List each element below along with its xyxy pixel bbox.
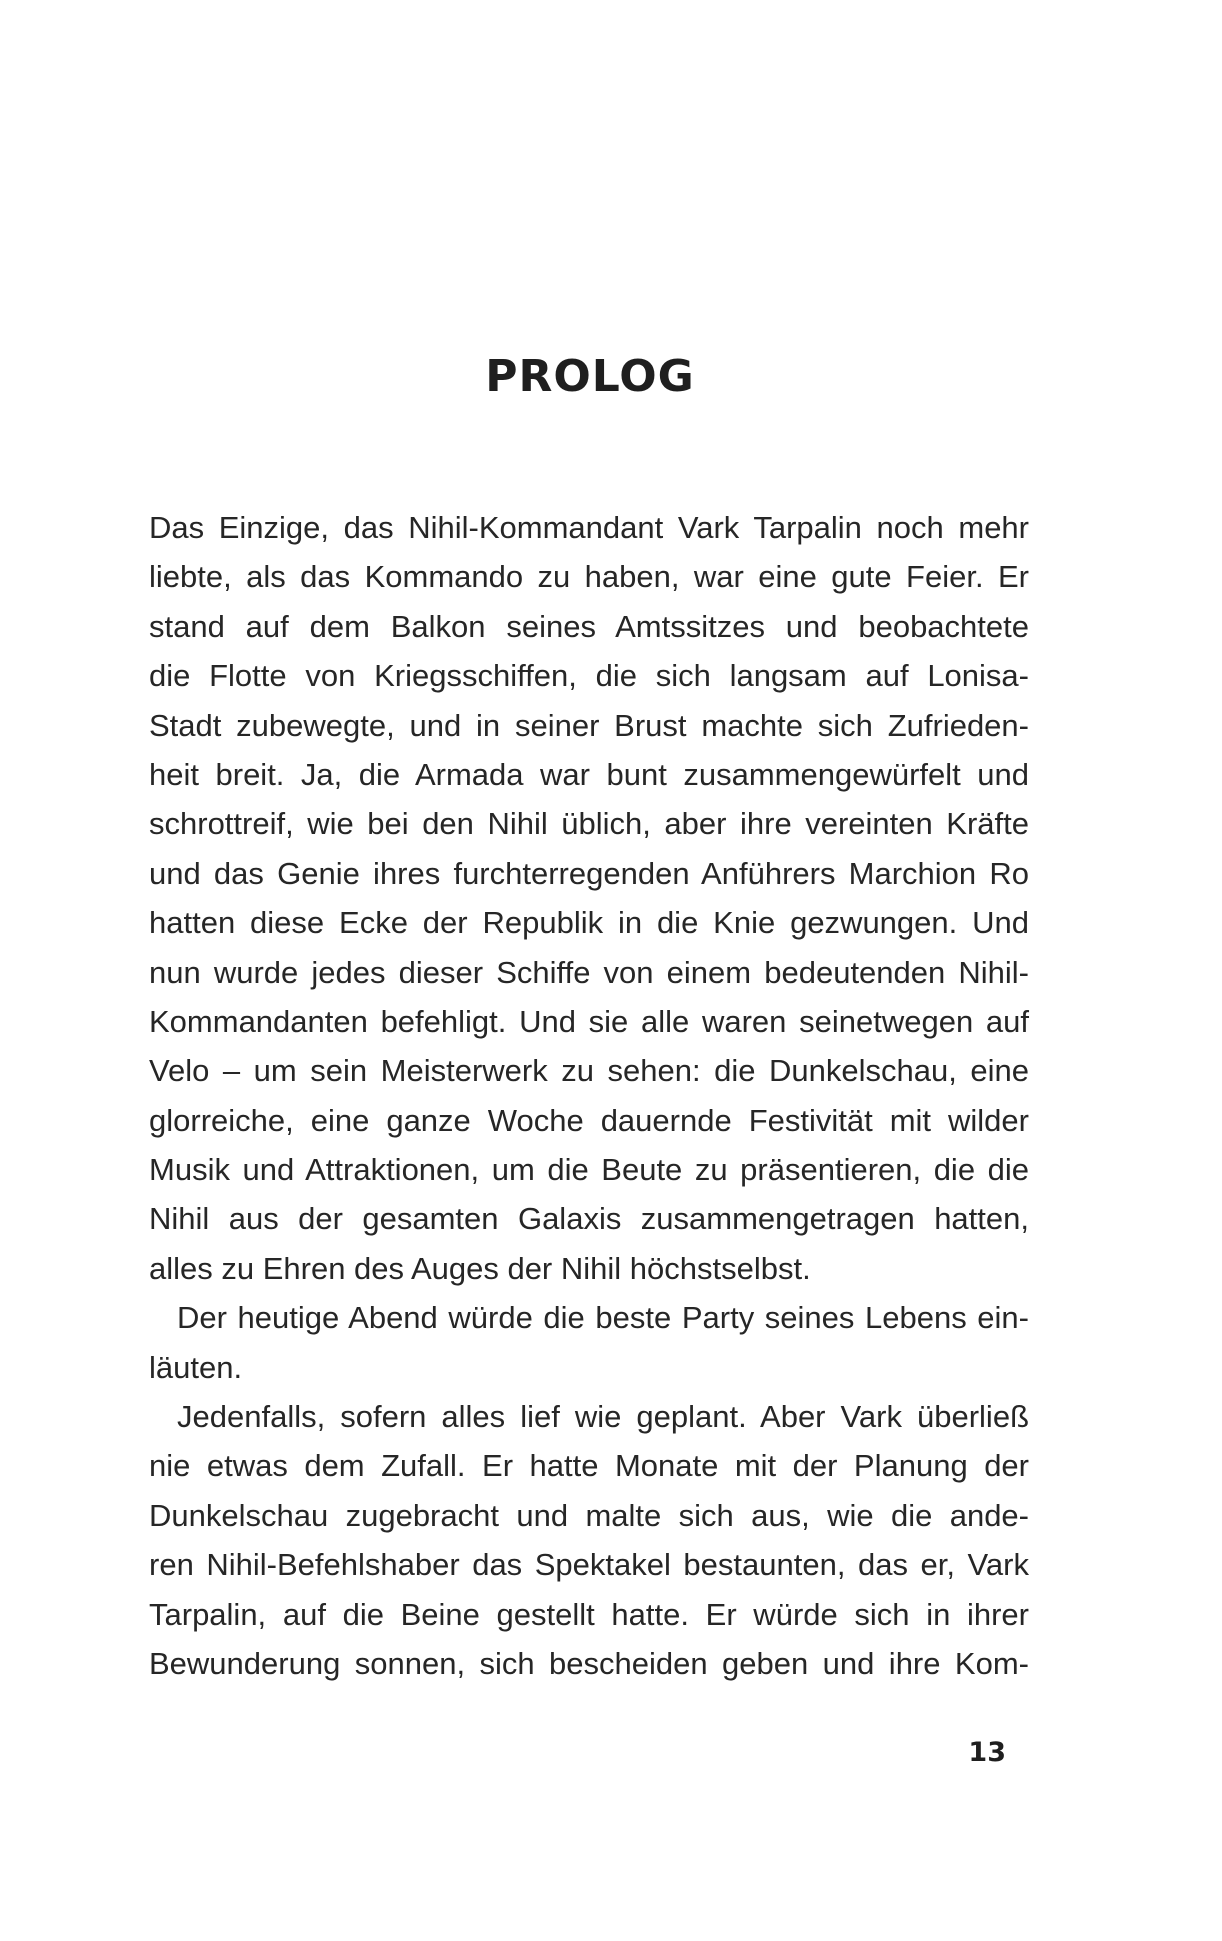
text-line: alles zu Ehren des Auges der Nihil höchstselbst.	[149, 1250, 811, 1286]
text-line: hatten diese Ecke der Republik in die Knie gezwungen. Und	[149, 905, 1029, 941]
text-line: und das Genie ihres furchterregenden Anführers Marchion Ro	[149, 855, 1029, 891]
text-line: Das Einzige, das Nihil-Kommandant Vark Tarpalin noch mehr	[149, 510, 1029, 545]
text-line: glorreiche, eine ganze Woche dauernde Festivität mit wilder	[149, 1102, 1029, 1138]
text-line: Tarpalin, auf die Beine gestellt hatte. Er würde sich in ihrer	[149, 1596, 1029, 1632]
text-line: ren Nihil-Befehlshaber das Spektakel bestaunten, das er, Vark	[149, 1547, 1029, 1583]
text-line: Nihil aus der gesamten Galaxis zusammengetragen hatten,	[149, 1201, 1029, 1237]
text-line: Kommandanten befehligt. Und sie alle waren seinetwegen auf	[149, 1003, 1029, 1039]
text-line: Der heutige Abend würde die beste Party seines Lebens ein-	[177, 1300, 1029, 1336]
page-number: 13	[968, 1737, 1006, 1768]
text-line: liebte, als das Kommando zu haben, war eine gute Feier. Er	[149, 559, 1029, 595]
body-text	[149, 503, 1029, 1688]
text-line: Velo – um sein Meisterwerk zu sehen: die Dunkelschau, eine	[149, 1053, 1029, 1089]
text-line: nie etwas dem Zufall. Er hatte Monate mit der Planung der	[149, 1448, 1029, 1484]
text-line: Jedenfalls, sofern alles lief wie geplant. Aber Vark überließ	[177, 1399, 1029, 1435]
text-line: schrottreif, wie bei den Nihil üblich, aber ihre vereinten Kräfte	[149, 806, 1029, 842]
text-line: nun wurde jedes dieser Schiffe von einem bedeutenden Nihil-	[149, 954, 1029, 990]
text-line: Stadt zubewegte, und in seiner Brust machte sich Zufrieden-	[149, 707, 1029, 743]
text-line: heit breit. Ja, die Armada war bunt zusammengewürfelt und	[149, 756, 1029, 792]
text-line: Dunkelschau zugebracht und malte sich aus, wie die ande-	[149, 1497, 1029, 1533]
text-line: läuten.	[149, 1349, 243, 1385]
text-line: stand auf dem Balkon seines Amtssitzes und beobachtete	[149, 608, 1029, 644]
chapter-title: PROLOG	[485, 351, 695, 402]
text-line: Musik und Attraktionen, um die Beute zu präsentieren, die die	[149, 1152, 1029, 1188]
text-line: die Flotte von Kriegsschiffen, die sich langsam auf Lonisa-	[149, 658, 1029, 694]
text-line: Bewunderung sonnen, sich bescheiden geben und ihre Kom-	[149, 1645, 1029, 1681]
